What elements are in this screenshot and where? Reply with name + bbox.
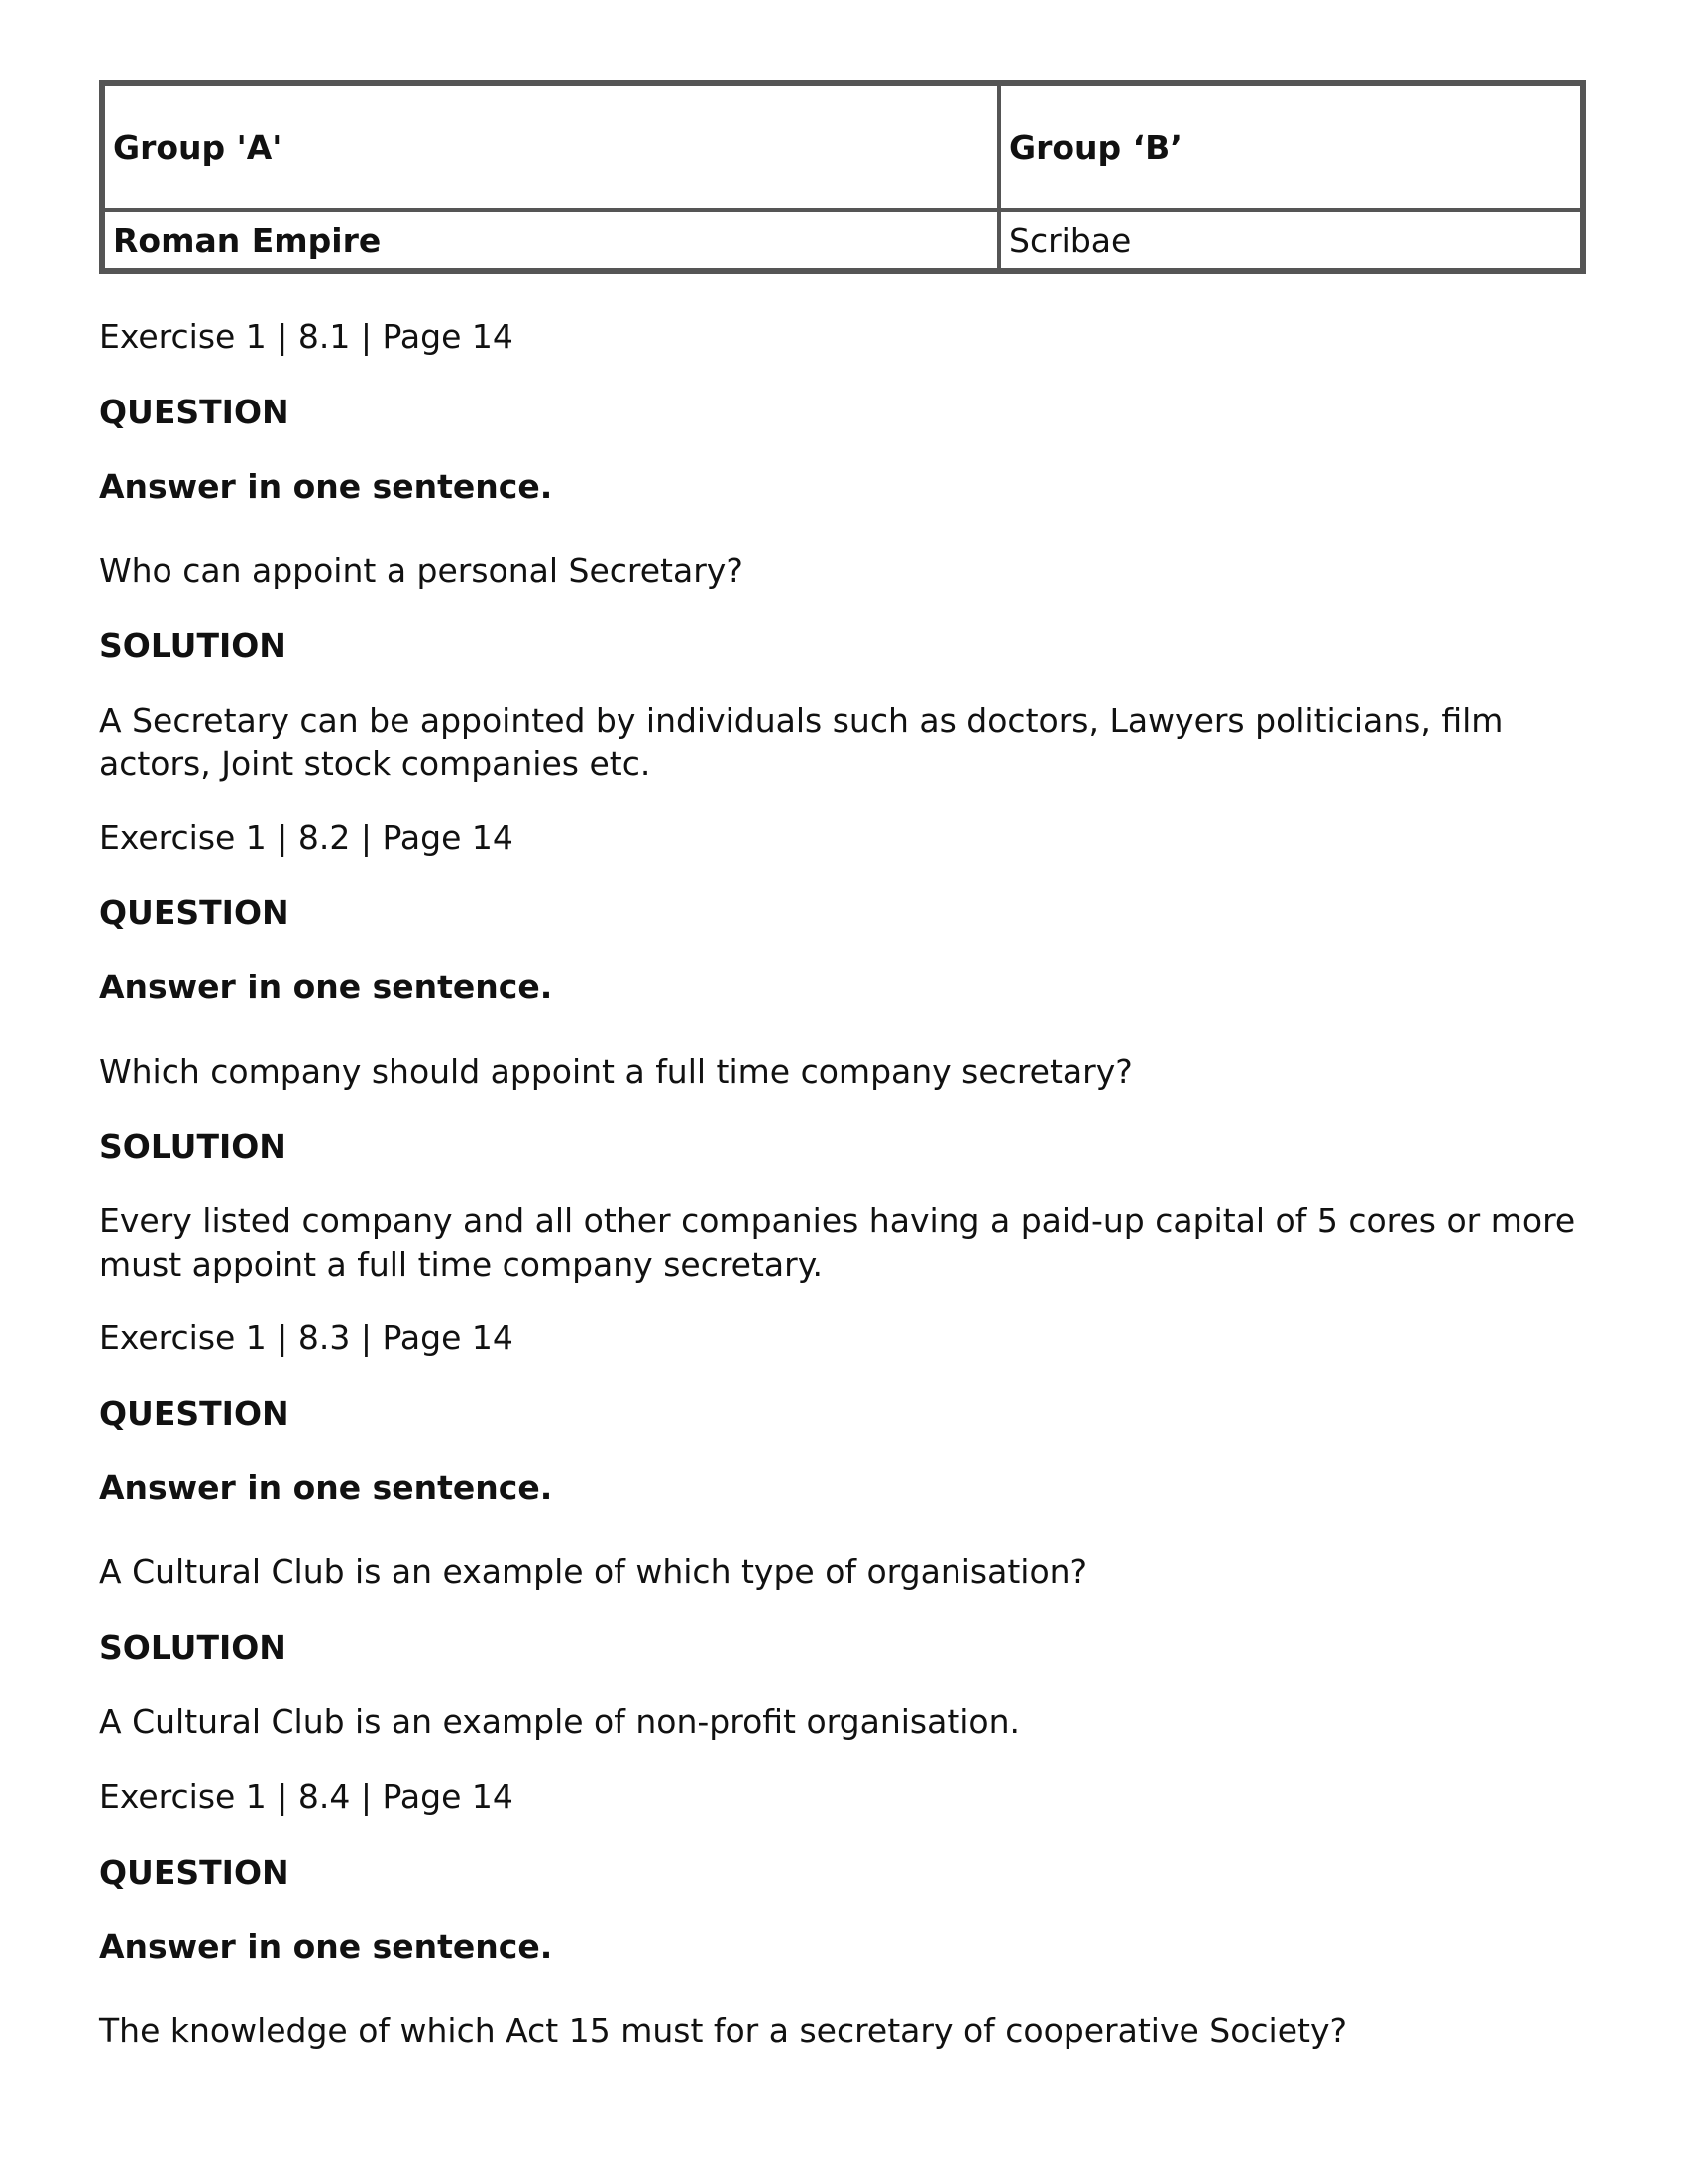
table-cell-group-a: Roman Empire <box>103 210 999 270</box>
instruction <box>99 1466 1586 1510</box>
solution <box>99 1700 1586 1744</box>
table-header-group-a: Group 'A' <box>103 84 999 210</box>
instruction-text: Answer in one sentence. <box>99 1468 553 1507</box>
question-text: Who can appoint a personal Secretary? <box>99 551 743 590</box>
question-text: The knowledge of which Act 15 must for a secretary of cooperative Society? <box>99 2012 1348 2050</box>
table-cell-group-b: Scribae <box>999 210 1582 270</box>
table-row <box>103 210 1582 270</box>
table-header-row <box>103 84 1582 210</box>
exercise-label <box>99 1317 1586 1360</box>
instruction-text: Answer in one sentence. <box>99 467 553 506</box>
exercise-text: Exercise 1 | 8.2 | Page 14 <box>99 818 513 857</box>
exercise-text: Exercise 1 | 8.4 | Page 14 <box>99 1778 513 1816</box>
exercise-label <box>99 816 1586 860</box>
question-label <box>99 1851 1586 1895</box>
question-text: A Cultural Club is an example of which type of organisation? <box>99 1552 1088 1591</box>
solution-text: Every listed company and all other companies having a paid-up capital of 5 cores or more must appoint a full time company secretary. <box>99 1202 1576 1284</box>
question <box>99 1551 1586 1594</box>
question-heading: QUESTION <box>99 1853 289 1892</box>
solution-heading: SOLUTION <box>99 627 286 665</box>
table-header-group-b: Group ‘B’ <box>999 84 1582 210</box>
solution-heading: SOLUTION <box>99 1628 286 1667</box>
exercise-text: Exercise 1 | 8.1 | Page 14 <box>99 317 513 356</box>
solution-text: A Cultural Club is an example of non-profit organisation. <box>99 1702 1021 1741</box>
question <box>99 549 1586 593</box>
question-label <box>99 891 1586 935</box>
match-table-container <box>99 80 1586 274</box>
exercise-label <box>99 1776 1586 1819</box>
solution-heading: SOLUTION <box>99 1127 286 1166</box>
solution-text: A Secretary can be appointed by individuals such as doctors, Lawyers politicians, film actors, Joint stock companies etc. <box>99 701 1504 783</box>
instruction-text: Answer in one sentence. <box>99 1927 553 1966</box>
solution-label <box>99 625 1586 668</box>
question-heading: QUESTION <box>99 1394 289 1433</box>
exercise-label <box>99 315 1586 359</box>
question <box>99 1050 1586 1093</box>
match-table <box>99 80 1586 274</box>
question-heading: QUESTION <box>99 393 289 431</box>
instruction <box>99 465 1586 509</box>
question <box>99 2010 1586 2053</box>
instruction <box>99 966 1586 1009</box>
question-text: Which company should appoint a full time company secretary? <box>99 1052 1133 1091</box>
solution <box>99 1200 1586 1287</box>
instruction-text: Answer in one sentence. <box>99 968 553 1006</box>
question-label <box>99 1392 1586 1436</box>
solution-label <box>99 1125 1586 1169</box>
exercise-text: Exercise 1 | 8.3 | Page 14 <box>99 1319 513 1357</box>
question-label <box>99 391 1586 434</box>
solution-label <box>99 1626 1586 1669</box>
question-heading: QUESTION <box>99 893 289 932</box>
solution <box>99 699 1586 786</box>
instruction <box>99 1925 1586 1969</box>
